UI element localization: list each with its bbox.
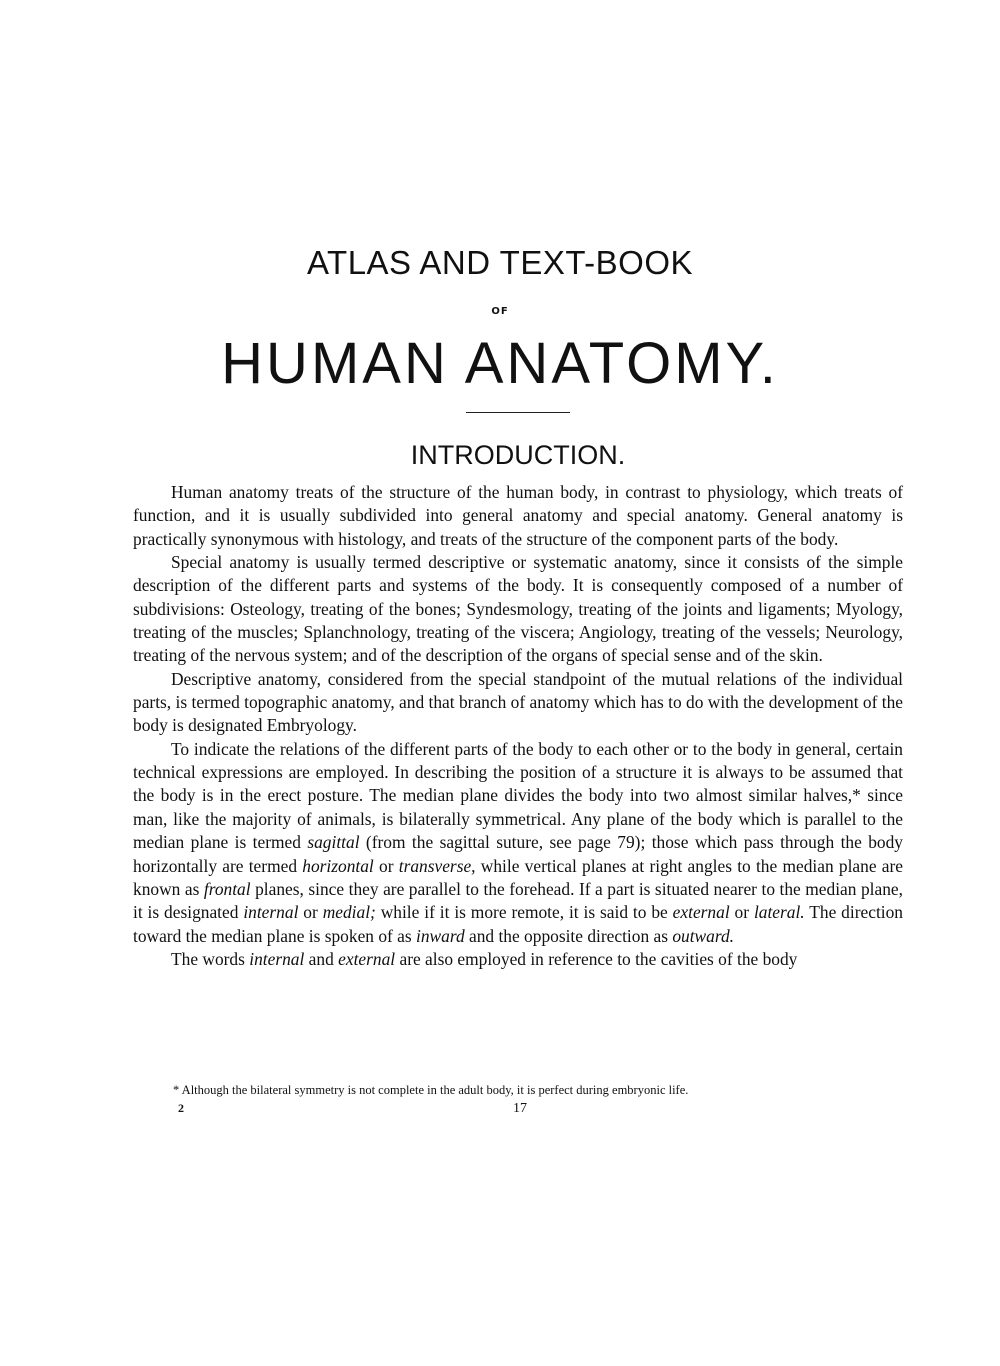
section-heading: INTRODUCTION. xyxy=(410,440,626,470)
paragraph-5-text-a: The words xyxy=(171,948,250,969)
paragraph-4-text-j: and the opposite direction as xyxy=(464,925,673,946)
paragraph-4-text-e: planes, since they are parallel to the forehead. If a part is situated nearer to the median plane, it is designated xyxy=(133,878,903,923)
paragraph-4-text-b: (from the sagittal suture, see page 79); those which pass through the body horizontally are termed xyxy=(133,832,903,876)
term-inward: inward xyxy=(416,925,465,946)
term-sagittal: sagittal xyxy=(307,832,360,853)
paragraph-2 xyxy=(133,551,903,668)
paragraph-4-text-f: or xyxy=(298,902,323,923)
paragraph-4-text-i: The direction toward the median plane is spoken of as xyxy=(133,902,903,946)
term-medial: medial; xyxy=(322,902,376,923)
term-lateral: lateral. xyxy=(753,902,805,923)
footnote: * Although the bilateral symmetry is not complete in the adult body, it is perfect during embryonic life. xyxy=(173,1083,689,1097)
term-internal-2: internal xyxy=(249,948,305,969)
paragraph-4-text-d: while vertical planes at right angles to the median plane are known as xyxy=(133,855,903,899)
body-text xyxy=(133,481,903,971)
term-external-2: external xyxy=(338,948,396,969)
paragraph-5 xyxy=(133,948,903,971)
term-transverse: transverse, xyxy=(398,855,476,876)
page-number: 17 xyxy=(513,1101,527,1116)
book-title: ATLAS AND TEXT-BOOK xyxy=(306,244,694,281)
term-external: external xyxy=(672,902,730,923)
paragraph-3 xyxy=(133,668,903,738)
paragraph-3-text: Descriptive anatomy, considered from the special standpoint of the mutual relations of the individual parts, is termed topographic anatomy, and that branch of anatomy which has to do with the development of the body is designated Embryology. xyxy=(133,668,903,736)
paragraph-1-text: Human anatomy treats of the structure of the human body, in contrast to physiology, which treats of function, and it is usually subdivided into general anatomy and special anatomy. General anatomy is practically synonymous with histology, and treats of the structure of the component parts of the body. xyxy=(133,482,903,549)
term-outward: outward. xyxy=(672,925,735,946)
term-internal: internal xyxy=(243,902,299,923)
paragraph-4 xyxy=(133,738,903,948)
paragraph-5-text-b: and xyxy=(304,948,339,969)
title-connector: OF xyxy=(491,306,509,317)
paragraph-4-text-h: or xyxy=(729,902,754,923)
main-title: HUMAN ANATOMY. xyxy=(221,331,779,396)
paragraph-4-text-c: or xyxy=(373,855,399,876)
paragraph-1 xyxy=(133,481,903,551)
paragraph-4-text-a: To indicate the relations of the different parts of the body to each other or to the body in general, certain technical expressions are employed. In describing the position of a structure it is always to be assumed that the body is in the erect posture. The median plane divides the body into two almost similar halves,* since man, like the majority of animals, is bilaterally symmetrical. Any plane of the body which is parallel to the median plane is termed xyxy=(133,738,903,853)
term-frontal: frontal xyxy=(203,878,251,899)
title-divider xyxy=(466,412,570,413)
paragraph-4-text-g: while if it is more remote, it is said to be xyxy=(375,902,673,923)
paragraph-2-text: Special anatomy is usually termed descriptive or systematic anatomy, since it consists of the simple description of the different parts and systems of the body. It is consequently composed of a number of subdivisions: Osteology, treating of the bones; Syndesmology, treating of the joints and ligaments; Myology, treating of the muscles; Splanchnology, treating of the viscera; Angiology, treating of the vessels; Neurology, treating of the nervous system; and of the description of the organs of special sense and of the skin. xyxy=(133,552,903,666)
term-horizontal: horizontal xyxy=(302,855,374,876)
paragraph-5-text-c: are also employed in reference to the cavities of the body xyxy=(395,948,798,969)
signature-mark: 2 xyxy=(178,1101,184,1115)
